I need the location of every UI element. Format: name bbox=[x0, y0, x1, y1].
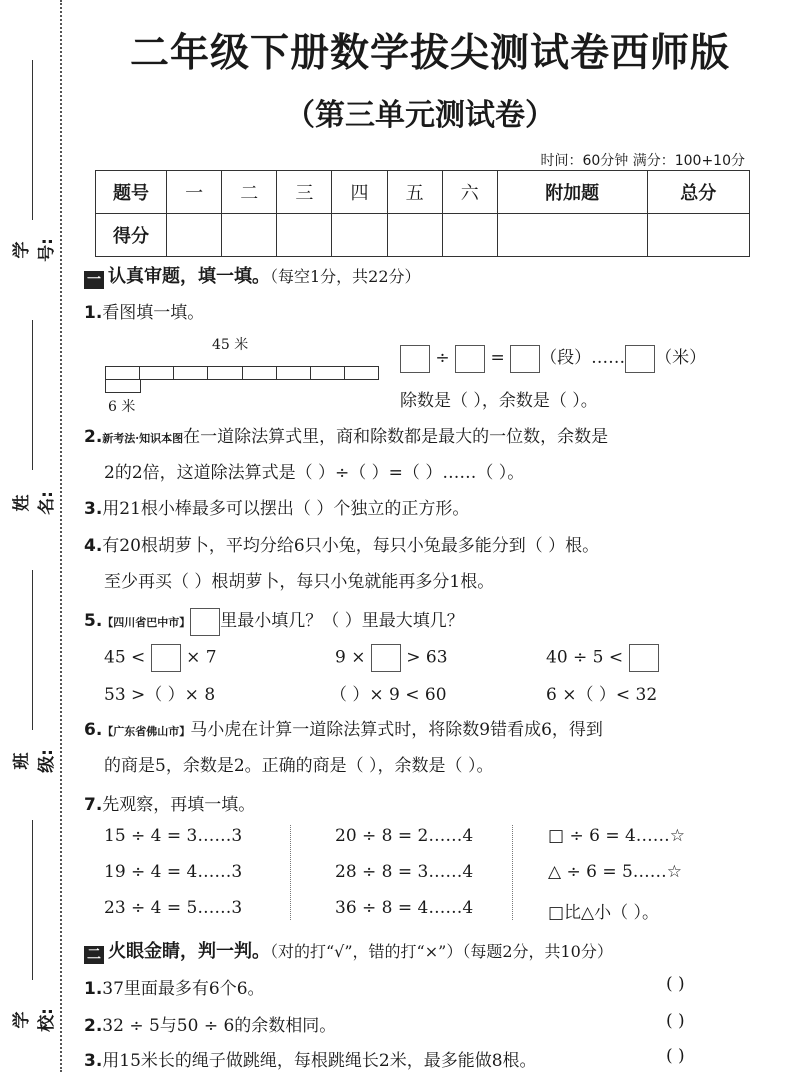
q7-col2-row2: 28 ÷ 8 = 3……4 bbox=[335, 862, 474, 882]
q2-text: 在一道除法算式里，商和除数都是最大的一位数，余数是 bbox=[183, 427, 609, 447]
q7-col3-row3: □比△小（ ）。 bbox=[548, 903, 660, 923]
section1-heading bbox=[84, 262, 421, 289]
q7-text: 先观察，再填一填。 bbox=[102, 795, 256, 815]
q2-tag: 新考法·知识本图 bbox=[102, 432, 184, 445]
q7-col2-row1: 20 ÷ 8 = 2……4 bbox=[335, 826, 474, 846]
student-id-label: 学号: bbox=[12, 238, 57, 262]
class-line bbox=[32, 570, 33, 730]
score-table-header-row bbox=[96, 171, 750, 214]
school-label: 学校: bbox=[12, 1008, 57, 1032]
q5-r2c2: （ ）× 9 < 60 bbox=[330, 685, 447, 705]
score-cell[interactable] bbox=[222, 214, 277, 257]
binding-dotted-line bbox=[60, 0, 62, 1072]
q5-r1c2-right: > 63 bbox=[406, 647, 448, 668]
q5-r2c3: 6 ×（ ）< 32 bbox=[546, 685, 658, 705]
score-header-cell: 附加题 bbox=[497, 171, 647, 214]
bar-segment bbox=[311, 367, 345, 379]
name-line bbox=[32, 320, 33, 470]
q5-r1c1-left: 45 < bbox=[104, 647, 146, 668]
judge-number: 1. bbox=[84, 979, 103, 999]
score-cell[interactable] bbox=[497, 214, 647, 257]
answer-box[interactable] bbox=[629, 644, 659, 672]
q6-text: 马小虎在计算一道除法算式时，将除数9错看成6，得到 bbox=[190, 720, 603, 740]
q7-col2-row3: 36 ÷ 8 = 4……4 bbox=[335, 898, 474, 918]
exam-meta: 时间：60分钟 满分：100+10分 bbox=[540, 153, 745, 169]
q7-column-divider bbox=[512, 825, 513, 920]
q1-equation bbox=[400, 343, 706, 373]
score-table-score-row bbox=[96, 214, 750, 257]
answer-box[interactable] bbox=[400, 345, 430, 373]
section1-number-icon: 一 bbox=[84, 271, 104, 289]
score-cell[interactable] bbox=[277, 214, 332, 257]
judge-number: 3. bbox=[84, 1051, 103, 1071]
section1-note: （每空1分，共22分） bbox=[270, 267, 421, 286]
q5-r1c3-left: 40 ÷ 5 < bbox=[546, 647, 624, 668]
judge-item-1 bbox=[84, 974, 265, 999]
judge-text: 用15米长的绳子做跳绳，每根跳绳长2米，最多能做8根。 bbox=[102, 1051, 537, 1071]
judge-item-3 bbox=[84, 1046, 537, 1071]
q4-number: 4. bbox=[84, 536, 103, 556]
q2-line2: 2的2倍，这道除法算式是（ ）÷（ ）=（ ）……（ ）。 bbox=[104, 463, 525, 483]
q6-line1 bbox=[84, 715, 603, 740]
judge-text: 37里面最多有6个6。 bbox=[102, 979, 265, 999]
q1-segment-bar bbox=[105, 366, 379, 380]
equals-sign: = bbox=[490, 348, 505, 368]
page-subtitle: （第三单元测试卷） bbox=[285, 98, 555, 133]
score-cell[interactable] bbox=[332, 214, 387, 257]
q5-text: 里最小填几？（ ）里最大填几？ bbox=[220, 611, 464, 631]
q1-meter-unit: （米） bbox=[655, 348, 707, 368]
answer-box-symbol bbox=[190, 608, 220, 636]
q7-col1-row2: 19 ÷ 4 = 4……3 bbox=[104, 862, 243, 882]
q7-col3-row2: △ ÷ 6 = 5……☆ bbox=[548, 862, 683, 882]
bar-segment bbox=[174, 367, 208, 379]
score-header-cell: 总分 bbox=[647, 171, 749, 214]
q7-col3-row1: □ ÷ 6 = 4……☆ bbox=[548, 826, 686, 846]
section2-heading bbox=[84, 937, 613, 964]
score-header-cell: 五 bbox=[387, 171, 442, 214]
q4-text: 有20根胡萝卜，平均分给6只小兔，每只小兔最多能分到（ ）根。 bbox=[102, 536, 600, 556]
judge-answer-paren[interactable]: ( ) bbox=[666, 1011, 685, 1031]
score-cell[interactable] bbox=[442, 214, 497, 257]
q2-number: 2. bbox=[84, 427, 103, 447]
score-cell[interactable] bbox=[387, 214, 442, 257]
section1-title: 认真审题，填一填。 bbox=[108, 266, 270, 287]
q1-prompt bbox=[84, 298, 204, 323]
q1-text: 看图填一填。 bbox=[102, 303, 205, 323]
q5-r1c2 bbox=[335, 644, 448, 672]
q1-bar-part-label: 6 米 bbox=[108, 399, 136, 415]
section2-title: 火眼金睛，判一判。 bbox=[108, 941, 270, 962]
judge-answer-paren[interactable]: ( ) bbox=[666, 1046, 685, 1066]
answer-box[interactable] bbox=[510, 345, 540, 373]
q7-number: 7. bbox=[84, 795, 103, 815]
q7-prompt bbox=[84, 790, 255, 815]
q3 bbox=[84, 494, 469, 519]
q5-r1c1 bbox=[104, 644, 217, 672]
q1-bar-total-label: 45 米 bbox=[212, 337, 249, 353]
section2-note: （对的打“√”，错的打“×”）（每题2分，共10分） bbox=[270, 942, 613, 961]
q6-number: 6. bbox=[84, 720, 103, 740]
q5-prompt bbox=[84, 606, 464, 636]
q6-line2: 的商是5，余数是2。正确的商是（ ），余数是（ ）。 bbox=[104, 756, 494, 776]
name-label: 姓名: bbox=[12, 491, 57, 515]
divide-sign: ÷ bbox=[435, 348, 450, 368]
judge-text: 32 ÷ 5与50 ÷ 6的余数相同。 bbox=[102, 1016, 337, 1036]
score-row-label: 得分 bbox=[96, 214, 167, 257]
answer-box[interactable] bbox=[151, 644, 181, 672]
q5-r2c1: 53 >（ ）× 8 bbox=[104, 685, 216, 705]
answer-box[interactable] bbox=[625, 345, 655, 373]
q3-text: 用21根小棒最多可以摆出（ ）个独立的正方形。 bbox=[102, 499, 470, 519]
bar-segment bbox=[243, 367, 277, 379]
q3-number: 3. bbox=[84, 499, 103, 519]
score-header-cell: 三 bbox=[277, 171, 332, 214]
score-header-cell: 六 bbox=[442, 171, 497, 214]
q4-line2: 至少再买（ ）根胡萝卜，每只小兔就能再多分1根。 bbox=[104, 572, 495, 592]
judge-answer-paren[interactable]: ( ) bbox=[666, 974, 685, 994]
judge-number: 2. bbox=[84, 1016, 103, 1036]
class-label: 班级: bbox=[12, 749, 57, 773]
answer-box[interactable] bbox=[455, 345, 485, 373]
score-header-cell: 题号 bbox=[96, 171, 167, 214]
score-header-cell: 一 bbox=[167, 171, 222, 214]
q5-r1c3 bbox=[546, 644, 659, 672]
bar-segment bbox=[345, 367, 378, 379]
q5-number: 5. bbox=[84, 611, 103, 631]
q7-column-divider bbox=[290, 825, 291, 920]
q6-tag: 【广东省佛山市】 bbox=[102, 725, 191, 738]
q5-tag: 【四川省巴中市】 bbox=[102, 616, 191, 629]
q2-line1 bbox=[84, 422, 608, 447]
score-cell[interactable] bbox=[647, 214, 749, 257]
bar-segment bbox=[208, 367, 242, 379]
answer-box[interactable] bbox=[371, 644, 401, 672]
judge-item-2 bbox=[84, 1011, 336, 1036]
q5-r1c2-left: 9 × bbox=[335, 647, 366, 668]
score-header-cell: 二 bbox=[222, 171, 277, 214]
bar-segment bbox=[140, 367, 174, 379]
q1-number: 1. bbox=[84, 303, 103, 323]
q4-line1 bbox=[84, 531, 599, 556]
q1-segment-unit: （段）…… bbox=[540, 348, 626, 368]
score-header-cell: 四 bbox=[332, 171, 387, 214]
q5-r1c1-right: × 7 bbox=[186, 647, 217, 668]
q1-divisor-remainder: 除数是（ ），余数是（ ）。 bbox=[400, 391, 598, 411]
q7-col1-row3: 23 ÷ 4 = 5……3 bbox=[104, 898, 243, 918]
score-cell[interactable] bbox=[167, 214, 222, 257]
q1-bracket bbox=[105, 380, 141, 393]
bar-segment bbox=[106, 367, 140, 379]
q7-col1-row1: 15 ÷ 4 = 3……3 bbox=[104, 826, 243, 846]
score-table bbox=[95, 170, 750, 257]
school-line bbox=[32, 820, 33, 980]
page-title: 二年级下册数学拔尖测试卷西师版 bbox=[129, 31, 730, 76]
section2-number-icon: 二 bbox=[84, 946, 104, 964]
bar-segment bbox=[277, 367, 311, 379]
student-id-line bbox=[32, 60, 33, 220]
